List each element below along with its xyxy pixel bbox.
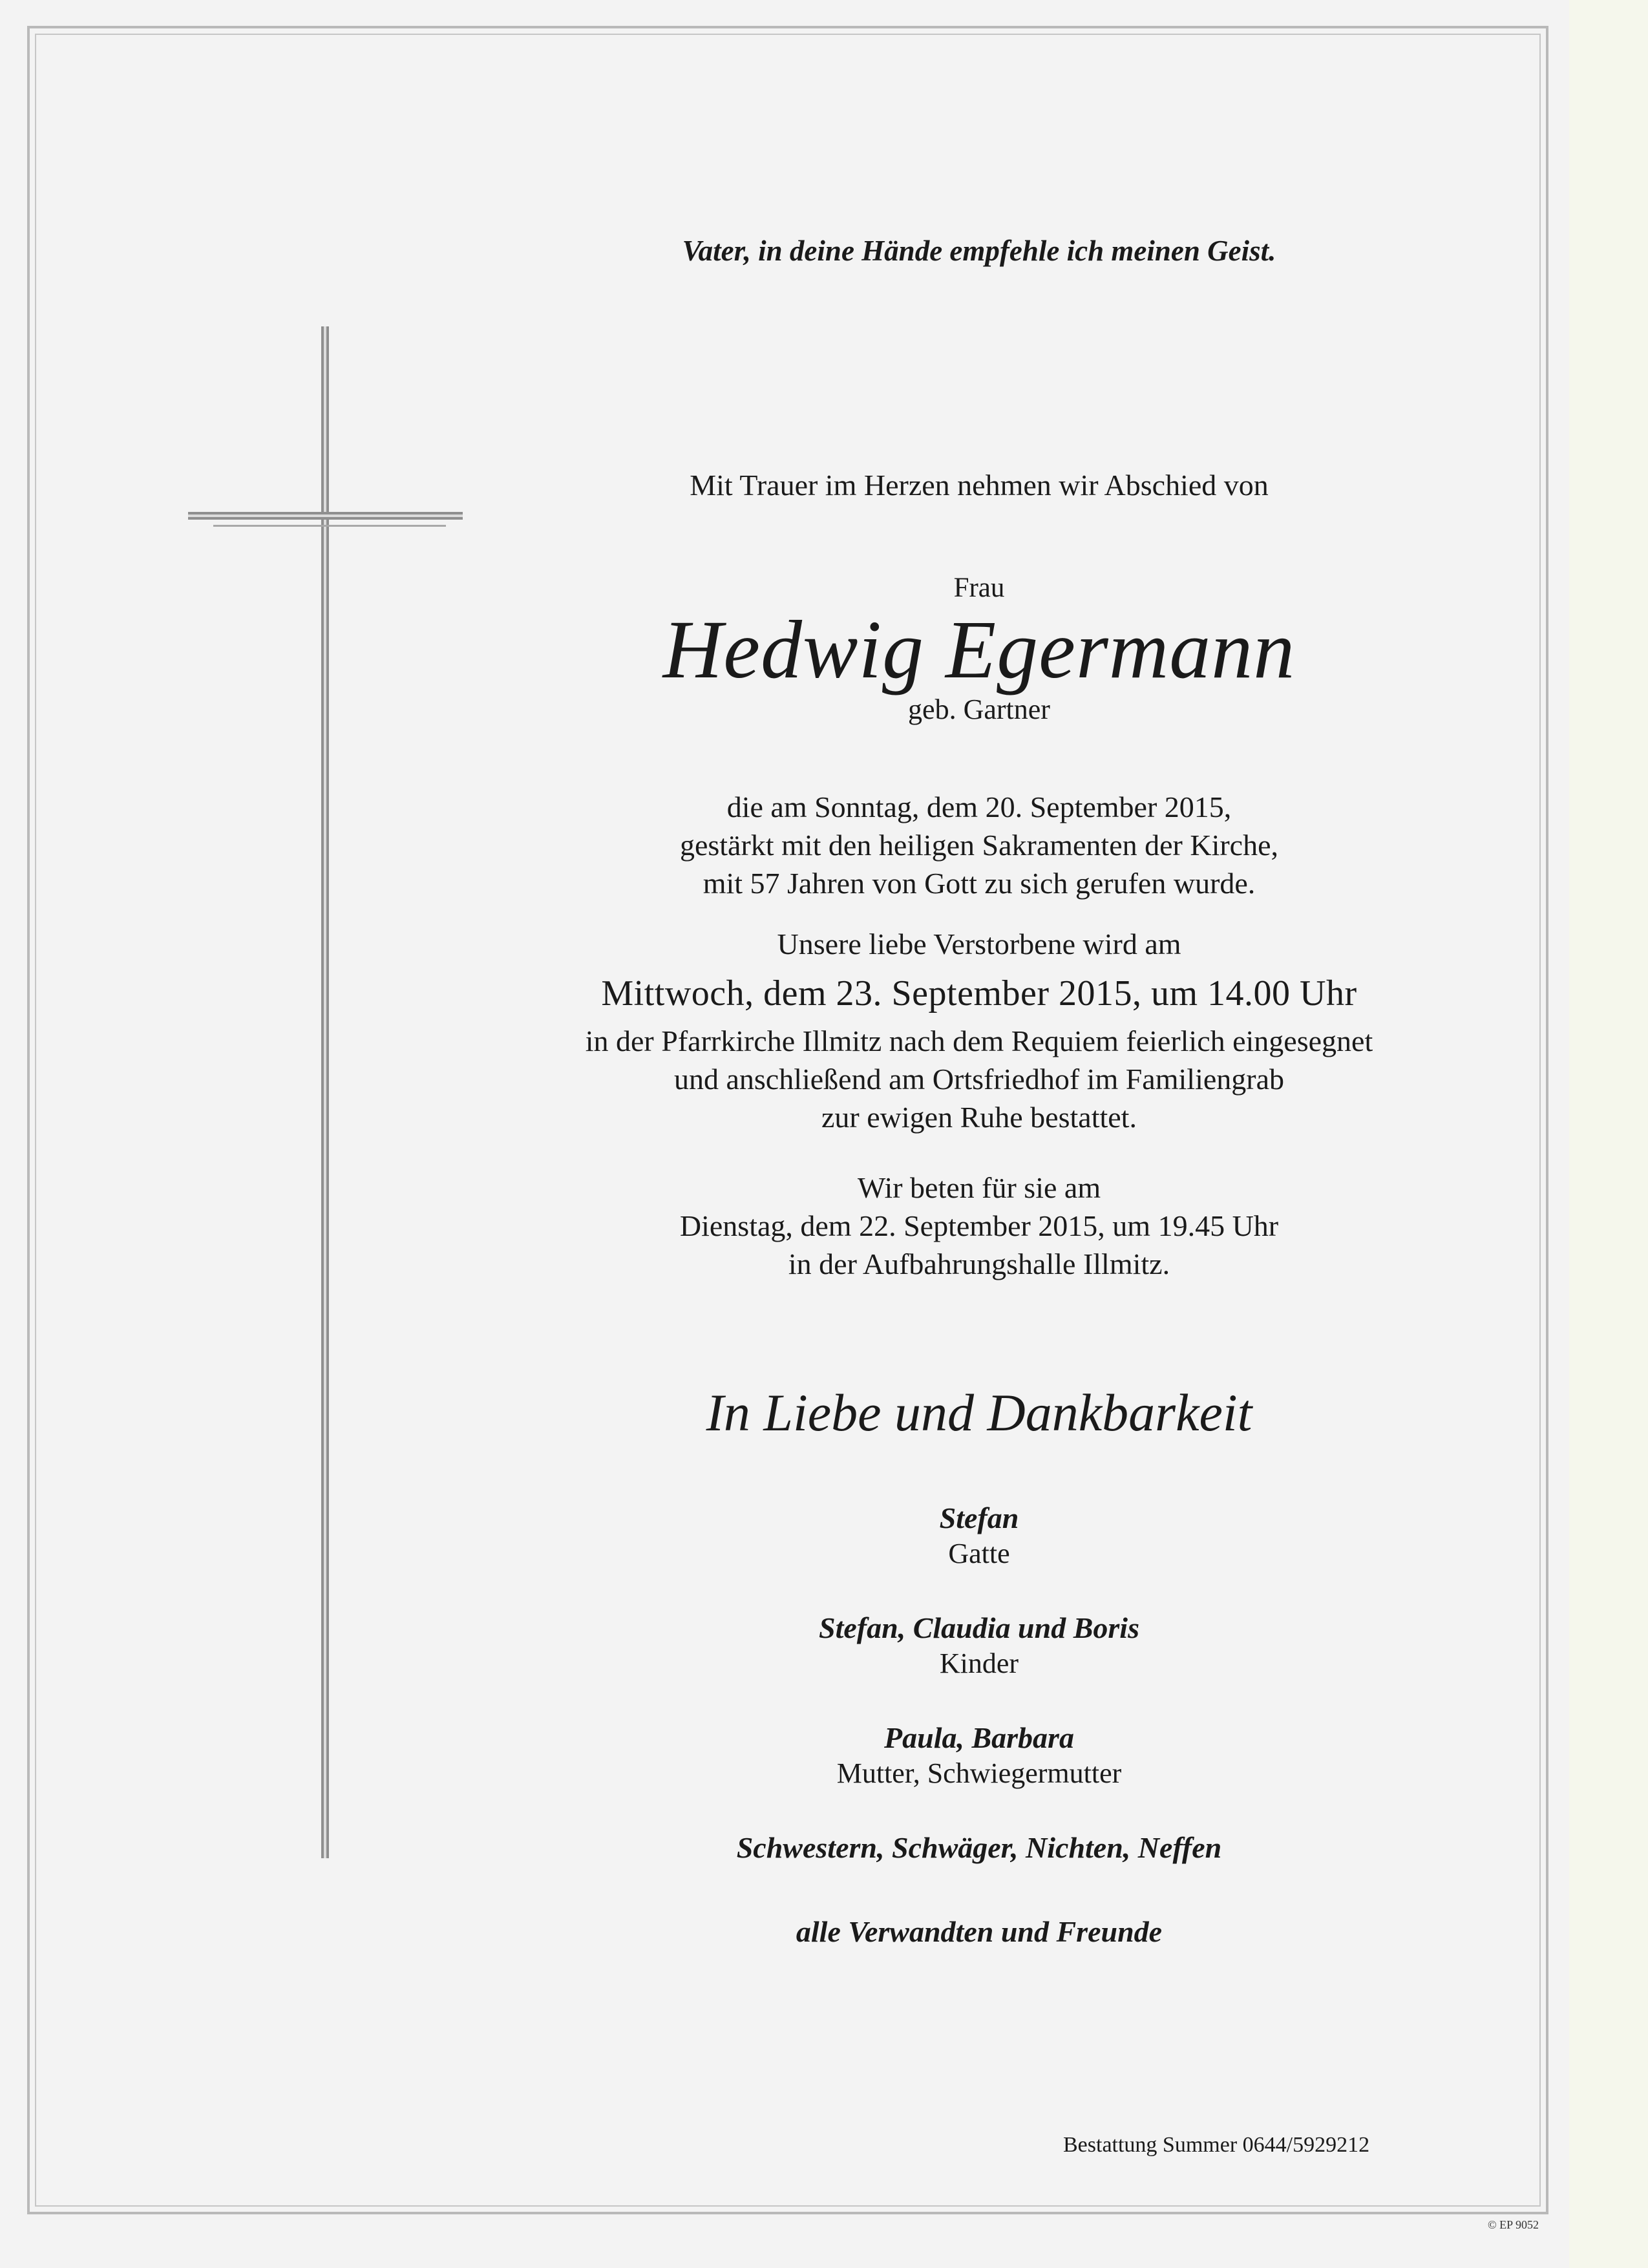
funeral-date: Mittwoch, dem 23. September 2015, um 14.00 Uhr [601,973,1357,1014]
funeral-detail-line: in der Pfarrkirche Illmitz nach dem Requiem feierlich eingesegnet [585,1024,1373,1058]
mourner-relation: Kinder [939,1648,1019,1680]
mourner-group [491,1610,1467,1681]
mourner-names: Stefan, Claudia und Boris [819,1611,1139,1645]
funeral-detail-line: zur ewigen Ruhe bestattet. [821,1101,1137,1134]
mourner-group [491,1720,1467,1791]
intro-line: Mit Trauer im Herzen nehmen wir Abschied von [690,469,1269,502]
mourner-names: Schwestern, Schwäger, Nichten, Neffen [736,1831,1222,1865]
closing-phrase: In Liebe und Dankbarkeit [706,1383,1252,1443]
obituary-text [491,220,1467,1989]
death-notice [491,788,1467,902]
death-notice-line: die am Sonntag, dem 20. September 2015, [726,790,1232,824]
prayer-line: in der Aufbahrungshalle Illmitz. [788,1247,1170,1281]
cross-crossbar [188,512,463,520]
deceased-birth-name: geb. Gartner [908,694,1050,726]
mourners-list [491,1500,1467,1950]
mourner-group [491,1830,1467,1866]
funeral-detail-line: und anschließend am Ortsfriedhof im Familiengrab [673,1063,1285,1096]
mourner-names: Paula, Barbara [884,1721,1074,1755]
mourner-names: alle Verwandten und Freunde [796,1915,1163,1949]
motto: Vater, in deine Hände empfehle ich meinen Geist. [682,235,1276,267]
prayer-notice [491,1169,1467,1283]
cross-crossbar-shadow [213,525,446,527]
death-notice-line: mit 57 Jahren von Gott zu sich gerufen wurde. [703,867,1256,900]
deceased-name: Hedwig Egermann [662,604,1296,695]
prayer-line: Wir beten für sie am [857,1171,1101,1205]
mourner-names: Stefan [939,1501,1019,1535]
print-code: © EP 9052 [1488,2218,1539,2231]
mourner-relation: Mutter, Schwiegermutter [836,1757,1122,1790]
death-notice-line: gestärkt mit den heiligen Sakramenten der Kirche, [679,829,1279,862]
cross-icon [321,326,329,1858]
funeral-intro: Unsere liebe Verstorbene wird am [777,927,1181,961]
funeral-details [491,1022,1467,1136]
deceased-title: Frau [953,573,1005,603]
mourner-group [491,1500,1467,1571]
mourner-relation: Gatte [948,1538,1010,1570]
prayer-line: Dienstag, dem 22. September 2015, um 19.45 Uhr [679,1209,1279,1243]
mourner-group [491,1914,1467,1950]
undertaker-contact: Bestattung Summer 0644/5929212 [1063,2133,1370,2157]
